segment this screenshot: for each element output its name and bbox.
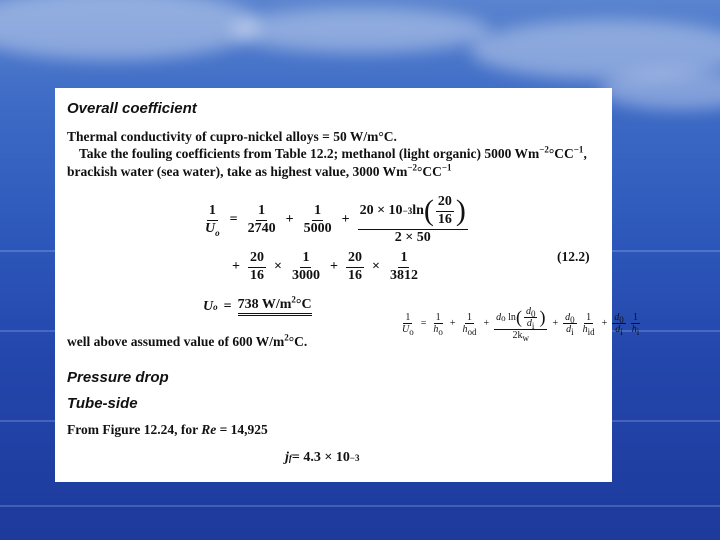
- text-fouling-line1: Take the fouling coefficients from Table 12.2; methanol (light organic) 5000 $Wm^{-2}^\circ CC^{-1}$,: [79, 144, 587, 161]
- cloud: [0, 0, 260, 60]
- overall-coefficient-formula: $\frac{1}{U_o}$ = $\frac{1}{h_o}$ + $\frac{1}{h_{od}}$ + d o ln ( $\frac{d_0}{d_i}$ ) $2k_w$ + $\frac{d_0}{d_i}$ $\frac{1}{h_{id}}$ + $\frac{d_0}{d_i}$ $\frac{1}{h_i}$: [402, 306, 640, 343]
- equation-overall-line2: + $\frac{20}{16}$ × $\frac{1}{3000}$ + $\frac{20}{16}$ × $\frac{1}{3812}$: [232, 250, 418, 283]
- equation-number: (12.2): [557, 249, 590, 264]
- text-assumed-value: well above assumed value of 600 $W/m^2^\circ C$.: [67, 332, 308, 349]
- document-panel: [55, 88, 640, 482]
- equation-overall-line1: $\frac{1}{U_o}$ = $\frac{1}{2740}$ + $\frac{1}{5000}$ + 20 × 10 −3 ln ( $\frac{20}{16}$ ) 2 × 50: [205, 194, 466, 245]
- heading-pressure-drop: Pressure drop: [67, 369, 169, 386]
- cloud: [230, 8, 490, 53]
- heading-overall-coefficient: Overall coefficient: [67, 100, 197, 117]
- text-figure-reference: From Figure 12.24, for Re = 14,925: [67, 422, 268, 437]
- result-jf: j f = 4.3 × 10 −3: [285, 450, 360, 465]
- text-fouling-line2: brackish water (sea water), take as highest value, 3000 $Wm^{-2}^\circ CC^{-1}$: [67, 162, 452, 179]
- heading-tube-side: Tube-side: [67, 395, 138, 412]
- result-uo: U o = 738 $W/m^2^\circ C$: [203, 297, 312, 316]
- text-conductivity: Thermal conductivity of cupro-nickel alloys = 50 W/m°C.: [67, 129, 397, 144]
- water-ripple: [0, 505, 720, 507]
